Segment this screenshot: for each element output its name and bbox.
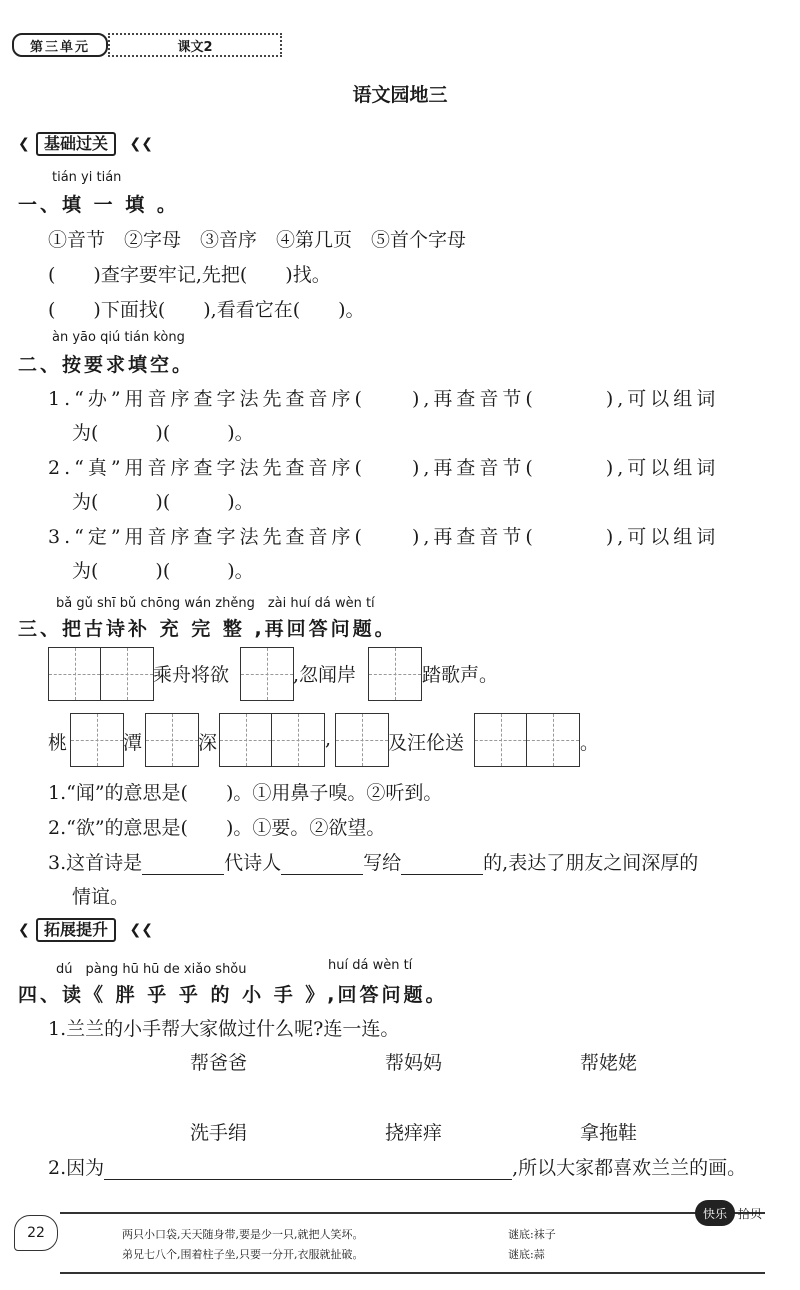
- s3-q3-text-b: 代诗人: [224, 852, 282, 874]
- page-title: 语文园地三: [352, 84, 448, 106]
- section-tag-basic: [18, 132, 153, 154]
- section-2-heading: 二、按要求填空。: [18, 354, 195, 376]
- right-double-chevron-icon: ❮❮: [129, 136, 153, 152]
- s3-q3-text-d: 的,表达了朋友之间深厚的: [483, 852, 699, 874]
- s2-q1-line1: 1.“办”用音序查字法先查音序( ),再查音节( ),可以组词: [48, 388, 720, 410]
- section-4-heading: 四、读《 胖 乎 乎 的 小 手 》,回答问题。: [18, 984, 448, 1006]
- match-top-3[interactable]: 帮姥姥: [580, 1052, 638, 1074]
- happy-badge: 快乐: [695, 1200, 735, 1226]
- poem-1-text-b: ,忽闻岸: [293, 664, 357, 686]
- s3-q1: 1.“闻”的意思是( )。①用鼻子嗅。②听到。: [48, 782, 443, 804]
- blank-dynasty[interactable]: [142, 854, 224, 875]
- s3-q3-line2: 情谊。: [72, 886, 130, 908]
- s3-q2: 2.“欲”的意思是( )。①要。②欲望。: [48, 817, 386, 839]
- left-chevron-icon: ❮: [18, 136, 30, 152]
- s1-line-1: ( )查字要牢记,先把( )找。: [48, 264, 331, 286]
- match-bottom-2[interactable]: 挠痒痒: [385, 1122, 443, 1144]
- left-chevron-icon: ❮: [18, 922, 30, 938]
- riddle-2-answer: 谜底:蒜: [508, 1248, 545, 1261]
- s2-q3-line2: 为( )( )。: [72, 560, 254, 582]
- page-number: 22: [14, 1215, 58, 1251]
- char-box-pair-1[interactable]: [48, 647, 154, 701]
- char-box-single-5[interactable]: [335, 713, 389, 767]
- pinyin-s4-a: dú pàng hū hū de xiǎo shǒu: [56, 962, 247, 977]
- blank-recipient[interactable]: [401, 854, 483, 875]
- riddle-box: [60, 1212, 765, 1274]
- char-box-pair-2[interactable]: [219, 713, 325, 767]
- badge-text: 拾贝: [738, 1207, 763, 1221]
- poem-1-text-c: 踏歌声。: [422, 664, 499, 686]
- section-tag-extend: [18, 918, 153, 940]
- pinyin-s3: bǎ gǔ shī bǔ chōng wán zhěng zài huí dá wèn tí: [56, 596, 375, 611]
- s3-q3-text-c: 写给: [363, 852, 402, 874]
- pinyin-s1: tián yi tián: [52, 170, 122, 185]
- match-bottom-3[interactable]: 拿拖鞋: [580, 1122, 638, 1144]
- blank-reason[interactable]: [104, 1159, 512, 1180]
- s3-q3-line1: [48, 848, 698, 875]
- tag-label: 拓展提升: [36, 918, 116, 942]
- poem-2-text-b: 潭: [123, 732, 143, 754]
- right-double-chevron-icon: ❮❮: [129, 922, 153, 938]
- match-top-2[interactable]: 帮妈妈: [385, 1052, 443, 1074]
- poem-2-text-c: 深: [198, 732, 218, 754]
- pinyin-s2: àn yāo qiú tián kòng: [52, 330, 185, 345]
- riddle-1-answer: 谜底:袜子: [508, 1228, 556, 1241]
- match-top-1[interactable]: 帮爸爸: [190, 1052, 248, 1074]
- section-3-heading: 三、把古诗补 充 完 整 ,再回答问题。: [18, 618, 397, 640]
- s4-q2: [48, 1153, 746, 1180]
- poem-2-text-a: 桃: [48, 732, 68, 754]
- options: ①音节 ②字母 ③音序 ④第几页 ⑤首个字母: [48, 229, 467, 251]
- riddle-1: 两只小口袋,天天随身带,要是少一只,就把人笑坏。: [122, 1228, 364, 1241]
- lesson-label: 课文2: [108, 33, 282, 57]
- s3-q3-text-a: 3.这首诗是: [48, 852, 143, 874]
- s4-q2-text-a: 2.因为: [48, 1157, 105, 1179]
- char-box-single-2[interactable]: [368, 647, 422, 701]
- s2-q2-line2: 为( )( )。: [72, 491, 254, 513]
- match-bottom-1[interactable]: 洗手绢: [190, 1122, 248, 1144]
- s2-q3-line1: 3.“定”用音序查字法先查音序( ),再查音节( ),可以组词: [48, 526, 720, 548]
- pinyin-s4-b: huí dá wèn tí: [328, 958, 413, 973]
- blank-poet[interactable]: [281, 854, 363, 875]
- s4-q1: 1.兰兰的小手帮大家做过什么呢?连一连。: [48, 1018, 400, 1040]
- s1-line-2: ( )下面找( ),看看它在( )。: [48, 299, 365, 321]
- s2-q2-line1: 2.“真”用音序查字法先查音序( ),再查音节( ),可以组词: [48, 457, 720, 479]
- char-box-single-3[interactable]: [70, 713, 124, 767]
- section-1-heading: 一、填 一 填 。: [18, 194, 179, 216]
- unit-label: 第三单元: [12, 33, 108, 57]
- char-box-pair-3[interactable]: [474, 713, 580, 767]
- poem-1-text-a: 乘舟将欲: [153, 664, 230, 686]
- s4-q2-text-b: ,所以大家都喜欢兰兰的画。: [512, 1157, 747, 1179]
- riddle-2: 弟兄七八个,围着柱子坐,只要一分开,衣服就扯破。: [122, 1248, 364, 1261]
- char-box-single-1[interactable]: [240, 647, 294, 701]
- poem-2-text-f: 。: [580, 732, 600, 754]
- poem-2-text-d: ,: [325, 728, 332, 750]
- poem-2-text-e: 及汪伦送: [388, 732, 465, 754]
- char-box-single-4[interactable]: [145, 713, 199, 767]
- tag-label: 基础过关: [36, 132, 116, 156]
- s2-q1-line2: 为( )( )。: [72, 422, 254, 444]
